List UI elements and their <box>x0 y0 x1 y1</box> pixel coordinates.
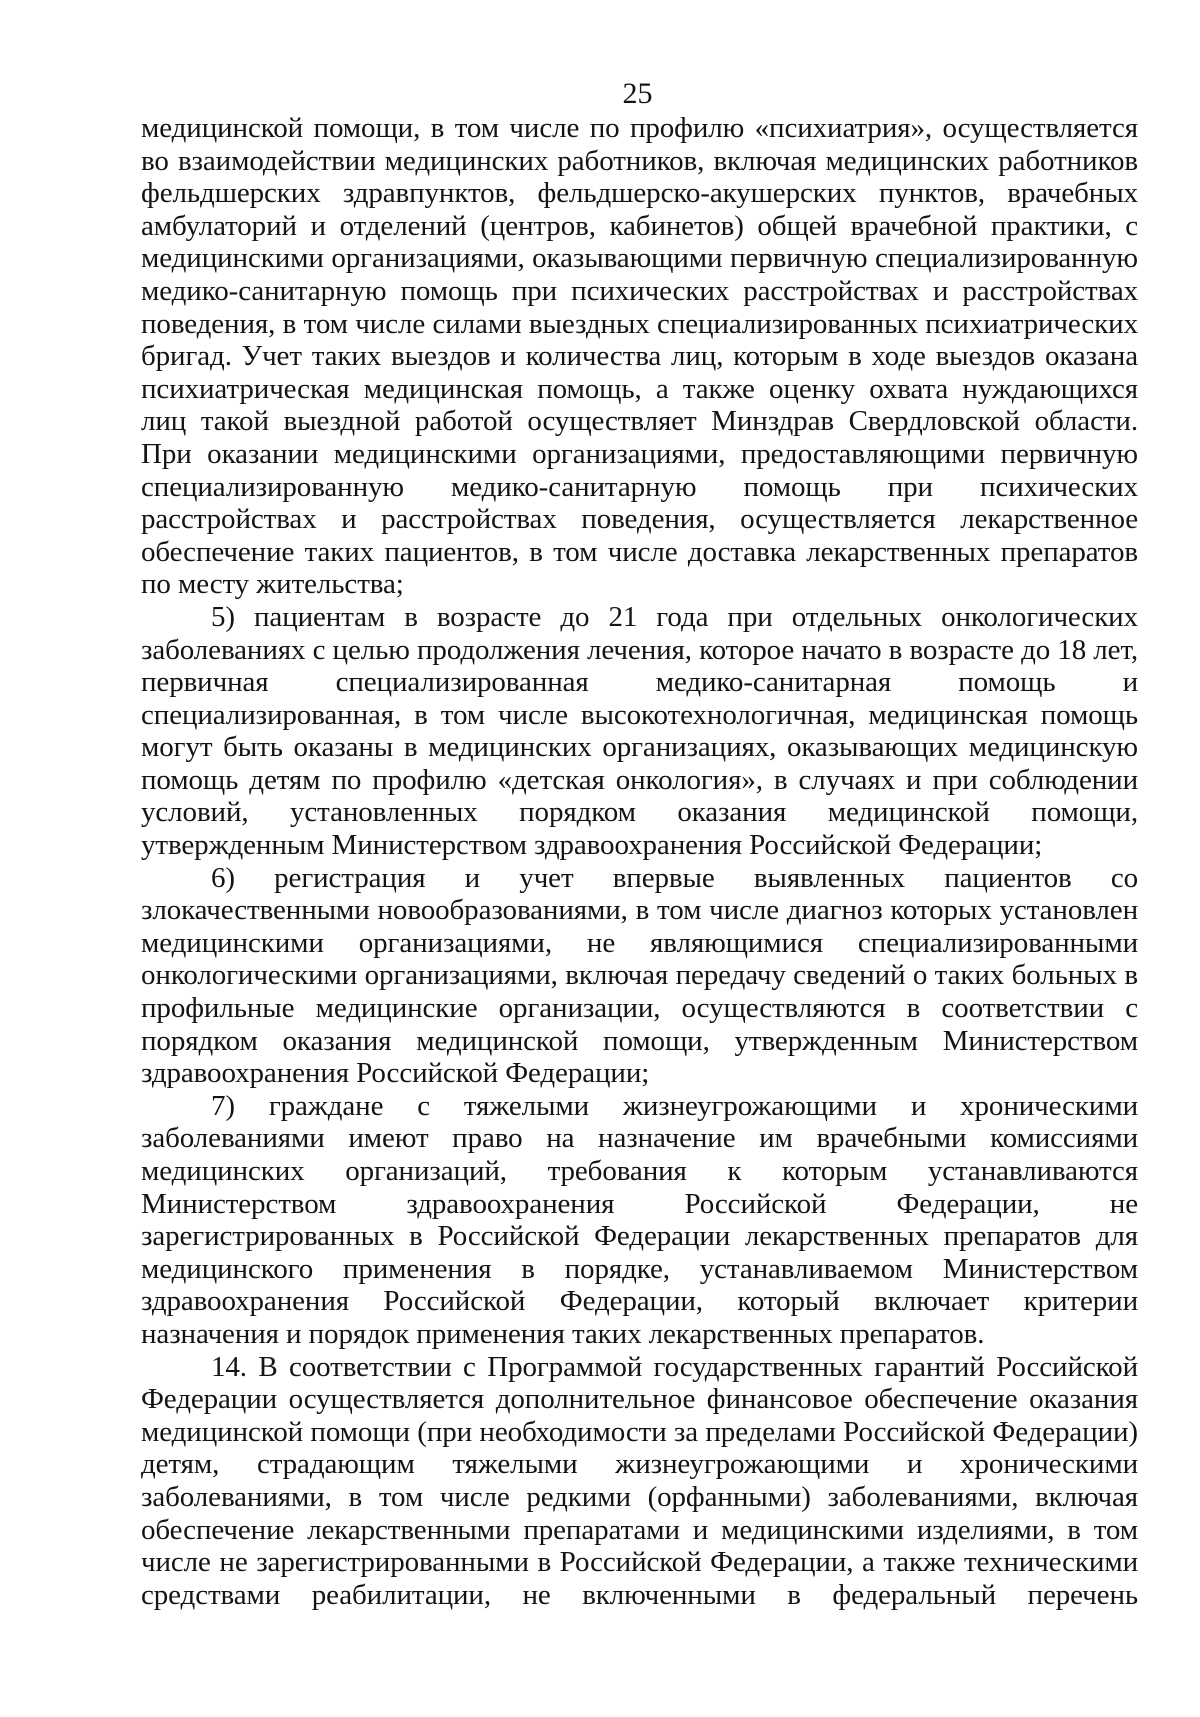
page-number: 25 <box>622 77 653 110</box>
paragraph-item-5: 5) пациентам в возрасте до 21 года при отдельных онкологических заболеваниях с целью продолжения лечения, которое начато в возрасте до 18 лет, первичная специализированная медико-санитарная помощь и специализированная, в том числе высокотехнологичная, медицинская помощь могут быть оказаны в медицинских организациях, оказывающих медицинскую помощь детям по профилю «детская онкология», в случаях и при соблюдении условий, установленных порядком оказания медицинской помощи, утвержденным Министерством здравоохранения Российской Федерации; <box>141 600 1138 862</box>
document-body <box>141 112 1138 1611</box>
paragraph-section-14: 14. В соответствии с Программой государственных гарантий Российской Федерации осуществляется дополнительное финансовое обеспечение оказания медицинской помощи (при необходимости за пределами Российской Федерации) детям, страдающим тяжелыми жизнеугрожающими и хроническими заболеваниями, в том числе редкими (орфанными) заболеваниями, включая обеспечение лекарственными препаратами и медицинскими изделиями, в том числе не зарегистрированными в Российской Федерации, а также техническими средствами реабилитации, не включенными в федеральный перечень <box>141 1350 1138 1611</box>
paragraph-item-6: 6) регистрация и учет впервые выявленных пациентов со злокачественными новообразованиями, в том числе диагноз которых установлен медицинскими организациями, не являющимися специализированными онкологическими организациями, включая передачу сведений о таких больных в профильные медицинские организации, осуществляются в соответствии с порядком оказания медицинской помощи, утвержденным Министерством здравоохранения Российской Федерации; <box>141 861 1138 1090</box>
paragraph-continuation: медицинской помощи, в том числе по профилю «психиатрия», осуществляется во взаимодействии медицинских работников, включая медицинских работников фельдшерских здравпунктов, фельдшерско-акушерских пунктов, врачебных амбулаторий и отделений (центров, кабинетов) общей врачебной практики, с медицинскими организациями, оказывающими первичную специализированную медико-санитарную помощь при психических расстройствах и расстройствах поведения, в том числе силами выездных специализированных психиатрических бригад. Учет таких выездов и количества лиц, которым в ходе выездов оказана психиатрическая медицинская помощь, а также оценку охвата нуждающихся лиц такой выездной работой осуществляет Минздрав Свердловской области. При оказании медицинскими организациями, предоставляющими первичную специализированную медико-санитарную помощь при психических расстройствах и расстройствах поведения, осуществляется лекарственное обеспечение таких пациентов, в том числе доставка лекарственных препаратов по месту жительства; <box>141 112 1138 601</box>
paragraph-item-7: 7) граждане с тяжелыми жизнеугрожающими и хроническими заболеваниями имеют право на назначение им врачебными комиссиями медицинских организаций, требования к которым устанавливаются Министерством здравоохранения Российской Федерации, не зарегистрированных в Российской Федерации лекарственных препаратов для медицинского применения в порядке, устанавливаемом Министерством здравоохранения Российской Федерации, который включает критерии назначения и порядок применения таких лекарственных препаратов. <box>141 1089 1138 1350</box>
